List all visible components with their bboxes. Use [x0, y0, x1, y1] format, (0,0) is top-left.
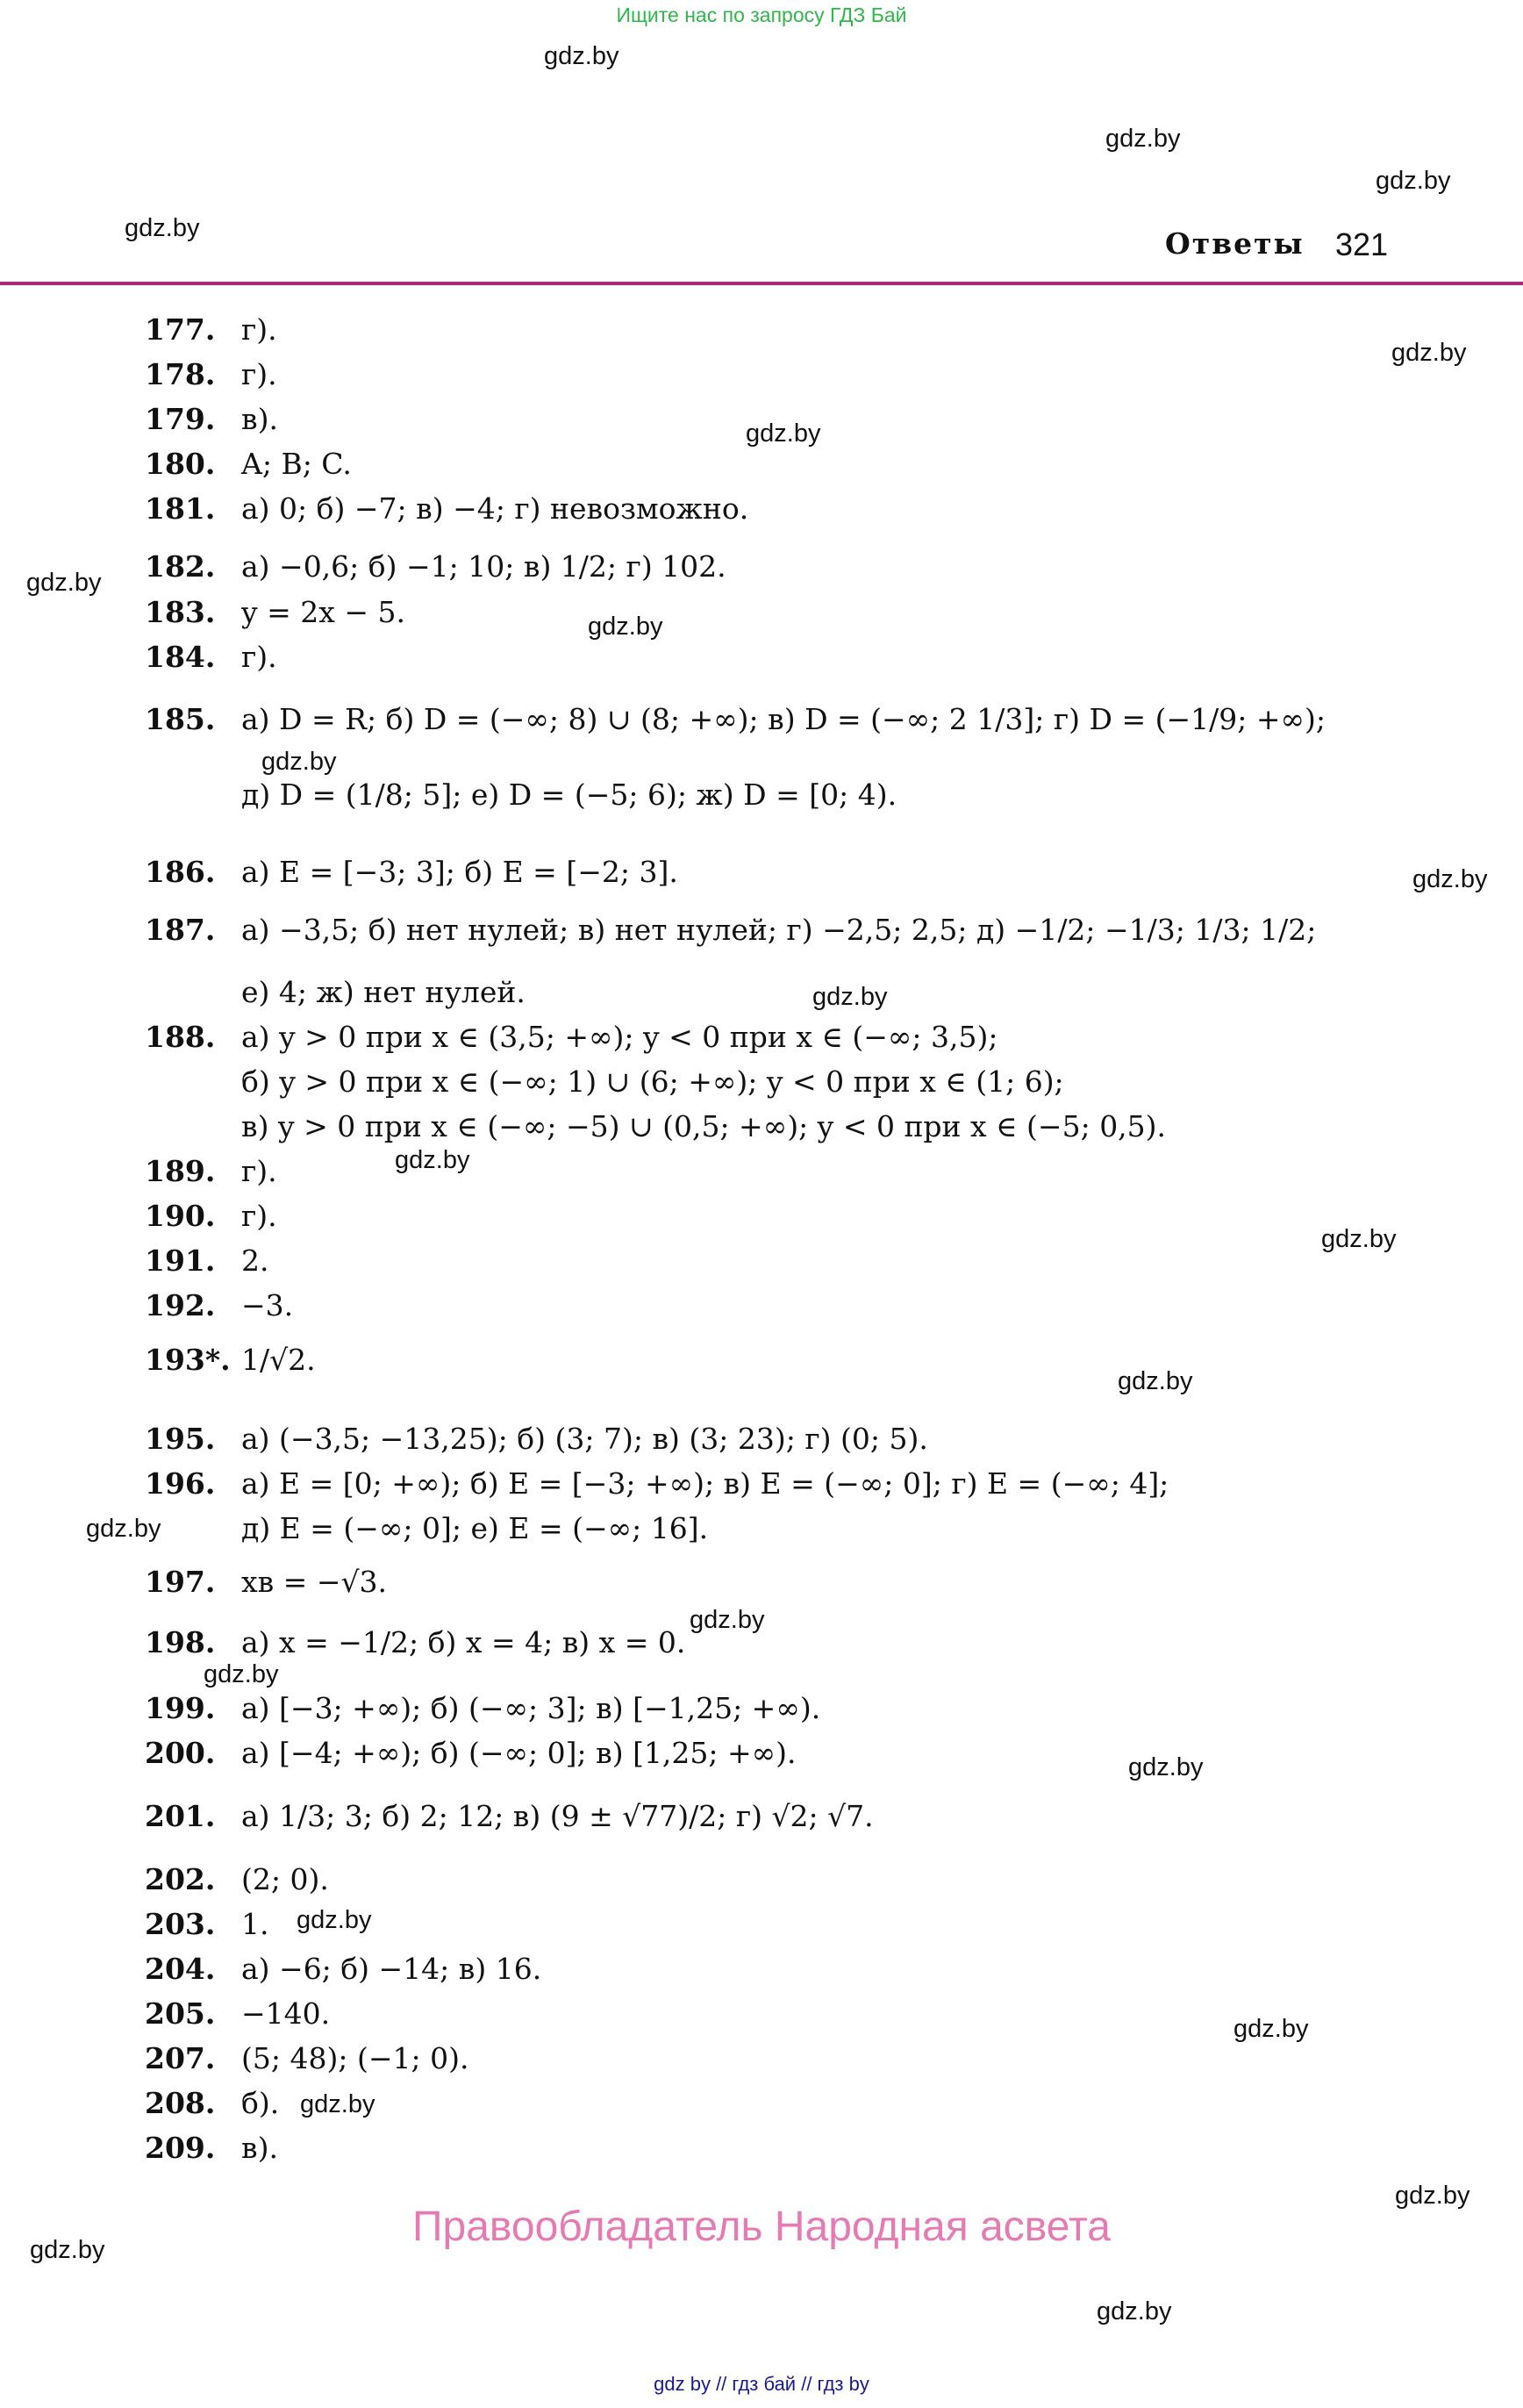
answer-text: г). [241, 312, 277, 347]
answer-number: 199. [145, 1691, 216, 1725]
answer-number: 205. [145, 1996, 216, 2031]
answer-text: а) E = [−3; 3]; б) E = [−2; 3]. [241, 855, 678, 889]
watermark: gdz.by [125, 214, 200, 242]
page-number: 321 [1335, 226, 1389, 262]
answer-text: б). [241, 2086, 280, 2120]
answer-number: 183. [145, 595, 216, 629]
answer-number: 192. [145, 1288, 216, 1322]
answer-text: y = 2x − 5. [241, 595, 405, 629]
answer-text: а) −3,5; б) нет нулей; в) нет нулей; г) −2,5; 2,5; д) −1/2; −1/3; 1/3; 1/2; [241, 913, 1317, 947]
watermark: gdz.by [261, 748, 337, 776]
watermark: gdz.by [1128, 1753, 1204, 1781]
answer-text: A; B; C. [241, 447, 352, 481]
answer-text: а) 1/3; 3; б) 2; 12; в) (9 ± √77)/2; г) √2; √7. [241, 1799, 874, 1833]
answer-text: −3. [241, 1288, 294, 1322]
answer-number: 197. [145, 1565, 216, 1599]
answer-text: а) [−4; +∞); б) (−∞; 0]; в) [1,25; +∞). [241, 1736, 797, 1770]
watermark: gdz.by [1321, 1225, 1397, 1253]
answer-text: 1. [241, 1907, 269, 1941]
answer-number: 202. [145, 1862, 216, 1896]
answer-text: а) (−3,5; −13,25); б) (3; 7); в) (3; 23); г) (0; 5). [241, 1422, 928, 1456]
answer-text: а) x = −1/2; б) x = 4; в) x = 0. [241, 1625, 686, 1659]
watermark: gdz.by [300, 2090, 375, 2118]
watermark: gdz.by [1118, 1367, 1193, 1395]
answer-text: а) D = R; б) D = (−∞; 8) ∪ (8; +∞); в) D = (−∞; 2 1/3]; г) D = (−1/9; +∞); [241, 702, 1326, 736]
answer-text: г). [241, 357, 277, 391]
header-rule [0, 282, 1523, 285]
answer-number: 209. [145, 2131, 216, 2165]
answer-number: 196. [145, 1466, 216, 1501]
answer-number: 191. [145, 1243, 216, 1278]
watermark: gdz.by [1097, 2297, 1172, 2326]
section-title: Ответы [1165, 226, 1305, 261]
watermark: gdz.by [746, 419, 821, 448]
answer-number: 184. [145, 640, 216, 674]
watermark: gdz.by [544, 42, 619, 70]
answer-number: 179. [145, 402, 216, 436]
answer-text: а) −6; б) −14; в) 16. [241, 1952, 542, 1986]
answer-text: е) 4; ж) нет нулей. [241, 975, 526, 1009]
answer-number: 177. [145, 312, 216, 347]
answer-number: 195. [145, 1422, 216, 1456]
answer-number: 201. [145, 1799, 216, 1833]
answer-text: г). [241, 640, 277, 674]
answer-number: 200. [145, 1736, 216, 1770]
answer-number: 208. [145, 2086, 216, 2120]
answer-number: 185. [145, 702, 216, 736]
answer-text: в). [241, 2131, 278, 2165]
answer-text: −140. [241, 1996, 331, 2031]
watermark: gdz.by [86, 1515, 161, 1543]
answer-number: 207. [145, 2041, 216, 2075]
top-banner[interactable]: Ищите нас по запросу ГДЗ Бай [616, 4, 907, 26]
answer-text: б) y > 0 при x ∈ (−∞; 1) ∪ (6; +∞); y < 0 при x ∈ (1; 6); [241, 1064, 1064, 1099]
watermark: gdz.by [204, 1660, 279, 1688]
watermark: gdz.by [1412, 865, 1488, 893]
watermark: gdz.by [26, 569, 102, 597]
answer-number: 189. [145, 1154, 216, 1188]
answer-number: 193*. [145, 1343, 231, 1377]
answer-number: 204. [145, 1952, 216, 1986]
answer-number: 203. [145, 1907, 216, 1941]
watermark: gdz.by [297, 1906, 372, 1934]
answer-text: xв = −√3. [241, 1565, 387, 1599]
watermark: gdz.by [395, 1146, 470, 1174]
answer-number: 187. [145, 913, 216, 947]
watermark: gdz.by [812, 983, 888, 1011]
answer-number: 180. [145, 447, 216, 481]
answer-text: г). [241, 1154, 277, 1188]
answer-number: 182. [145, 549, 216, 584]
answer-text: д) D = (1/8; 5]; е) D = (−5; 6); ж) D = [0; 4). [241, 778, 897, 812]
bottom-links[interactable]: gdz by // гдз бай // гдз by [654, 2373, 869, 2395]
answer-number: 178. [145, 357, 216, 391]
watermark: gdz.by [690, 1606, 765, 1634]
watermark: gdz.by [588, 613, 663, 641]
watermark: gdz.by [1376, 167, 1451, 195]
watermark: gdz.by [1105, 125, 1181, 153]
answer-number: 181. [145, 491, 216, 526]
answer-text: 2. [241, 1243, 269, 1278]
answer-text: а) −0,6; б) −1; 10; в) 1/2; г) 102. [241, 549, 726, 584]
watermark: gdz.by [1395, 2182, 1470, 2210]
answer-text: в). [241, 402, 278, 436]
answer-text: г). [241, 1199, 277, 1233]
copyright-notice: Правообладатель Народная асвета [412, 2204, 1111, 2250]
answer-text: д) E = (−∞; 0]; е) E = (−∞; 16]. [241, 1511, 709, 1545]
answer-number: 188. [145, 1020, 216, 1054]
answer-text: а) 0; б) −7; в) −4; г) невозможно. [241, 491, 749, 526]
answer-number: 198. [145, 1625, 216, 1659]
answer-text: а) y > 0 при x ∈ (3,5; +∞); y < 0 при x ∈ (−∞; 3,5); [241, 1020, 998, 1054]
answer-text: (2; 0). [241, 1862, 329, 1896]
watermark: gdz.by [1391, 339, 1467, 367]
watermark: gdz.by [30, 2236, 105, 2264]
answer-number: 190. [145, 1199, 216, 1233]
answer-text: а) [−3; +∞); б) (−∞; 3]; в) [−1,25; +∞). [241, 1691, 821, 1725]
answer-text: 1/√2. [241, 1343, 316, 1377]
answer-text: (5; 48); (−1; 0). [241, 2041, 469, 2075]
answer-text: а) E = [0; +∞); б) E = [−3; +∞); в) E = (−∞; 0]; г) E = (−∞; 4]; [241, 1466, 1169, 1501]
answer-text: в) y > 0 при x ∈ (−∞; −5) ∪ (0,5; +∞); y < 0 при x ∈ (−5; 0,5). [241, 1109, 1167, 1143]
watermark: gdz.by [1233, 2015, 1309, 2043]
answer-number: 186. [145, 855, 216, 889]
